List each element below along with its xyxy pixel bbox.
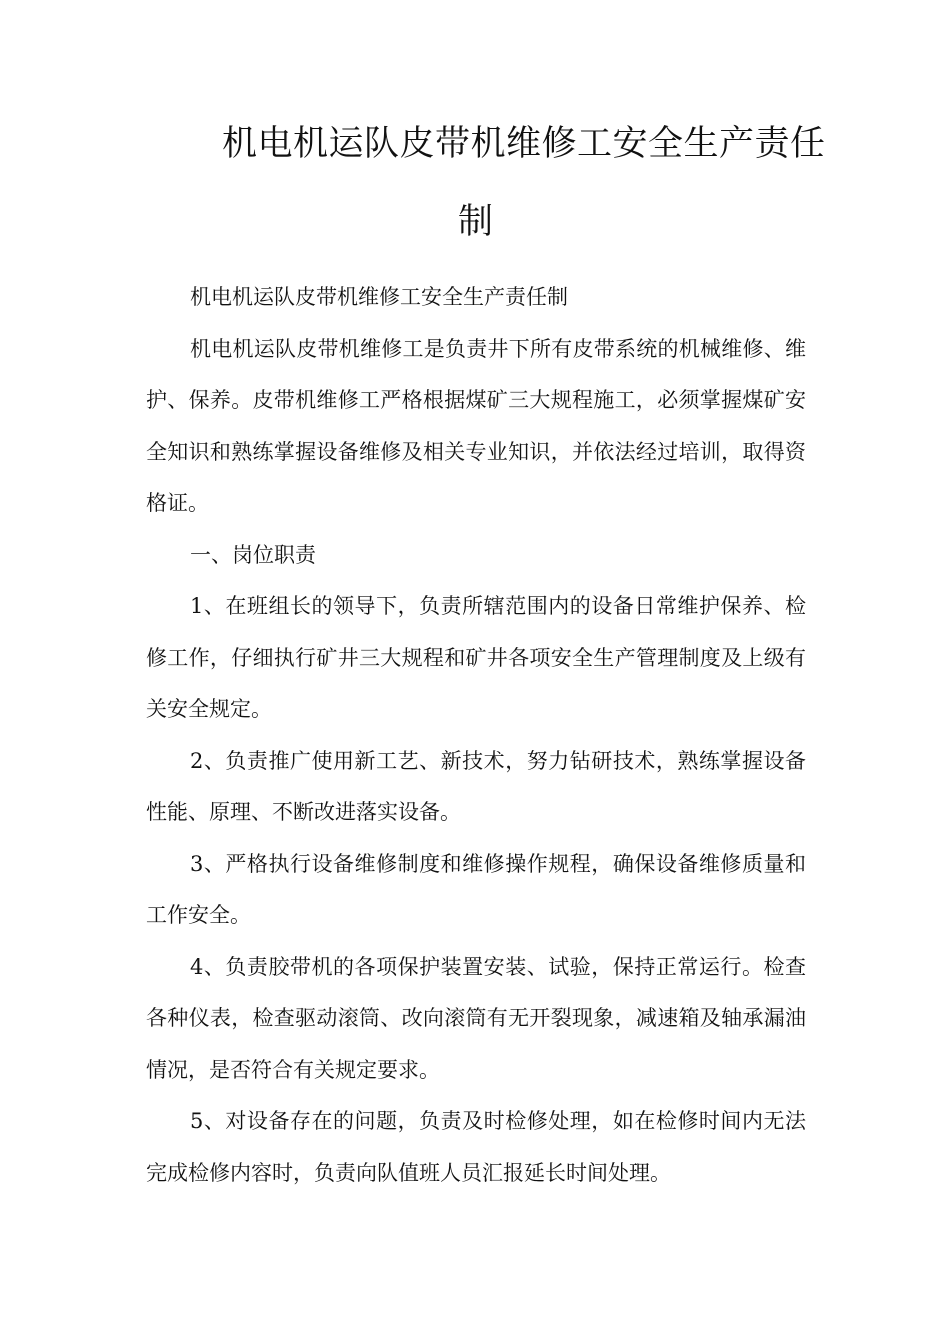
document-title-continuation: 制 [458, 202, 494, 242]
duty-item-4: 4、负责胶带机的各项保护装置安装、试验，保持正常运行。检查各种仪表，检查驱动滚筒、改向滚筒有无开裂现象，减速箱及轴承漏油情况，是否符合有关规定要求。 [146, 954, 806, 1082]
intro-paragraph: 机电机运队皮带机维修工是负责井下所有皮带系统的机械维修、维护、保养。皮带机维修工严格根据煤矿三大规程施工，必须掌握煤矿安全知识和熟练掌握设备维修及相关专业知识，并依法经过培训，取得资格证。 [146, 336, 806, 515]
subtitle-paragraph: 机电机运队皮带机维修工安全生产责任制 [190, 285, 568, 309]
duty-item-1: 1、在班组长的领导下，负责所辖范围内的设备日常维护保养、检修工作，仔细执行矿井三大规程和矿井各项安全生产管理制度及上级有关安全规定。 [146, 594, 806, 721]
document-body [146, 272, 806, 1199]
duty-item-3: 3、严格执行设备维修制度和维修操作规程，确保设备维修质量和工作安全。 [146, 851, 806, 927]
document-title: 机电机运队皮带机维修工安全生产责任 [222, 124, 826, 164]
duty-item-5: 5、对设备存在的问题，负责及时检修处理，如在检修时间内无法完成检修内容时，负责向队值班人员汇报延长时间处理。 [146, 1109, 806, 1185]
duty-item-2: 2、负责推广使用新工艺、新技术，努力钻研技术，熟练掌握设备性能、原理、不断改进落实设备。 [146, 748, 806, 824]
section-heading: 一、岗位职责 [190, 542, 316, 567]
